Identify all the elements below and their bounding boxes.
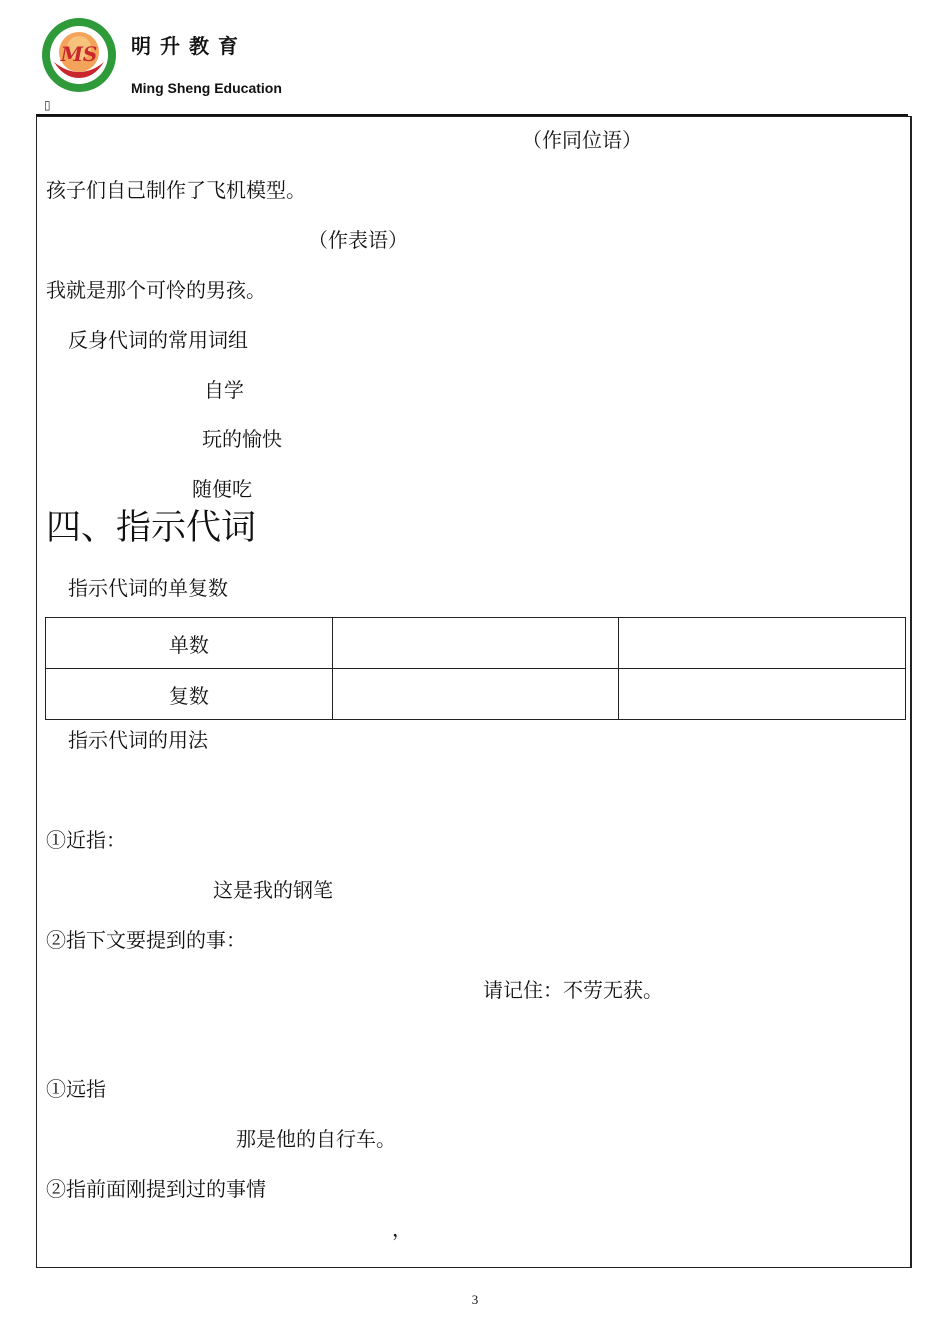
section-heading: 四、指示代词 <box>46 508 257 548</box>
far-ref-comma: ， <box>392 1217 412 1241</box>
reflexive-title: 反身代词的常用词组 <box>68 328 248 352</box>
phrase-1: 自学 <box>204 378 244 402</box>
line-appositive: （作同位语） <box>522 128 642 152</box>
ming-sheng-logo <box>40 16 118 94</box>
table-row <box>46 669 906 720</box>
near-ref-example: 请记住：不劳无获。 <box>483 978 663 1002</box>
header-mark: ▯ <box>44 98 51 112</box>
phrase-2: 玩的愉快 <box>202 427 282 451</box>
demonstrative-table <box>45 617 906 720</box>
phrase-3: 随便吃 <box>192 477 252 501</box>
line-predicative: （作表语） <box>308 228 408 252</box>
far-example: 那是他的自行车。 <box>236 1127 396 1151</box>
demo-usage-title: 指示代词的用法 <box>68 728 208 752</box>
near-label: ①近指： <box>46 828 126 852</box>
table-row <box>46 618 906 669</box>
line-model: 孩子们自己制作了飞机模型。 <box>46 178 306 202</box>
table-cell <box>332 618 619 669</box>
page-number: 3 <box>471 1292 479 1307</box>
brand-chinese-name: 明升教育 <box>131 34 247 58</box>
demo-number-title: 指示代词的单复数 <box>68 576 228 600</box>
line-boy: 我就是那个可怜的男孩。 <box>46 278 266 302</box>
brand-english-name: Ming Sheng Education <box>131 80 282 96</box>
near-example: 这是我的钢笔 <box>213 878 333 902</box>
far-ref-label: ②指前面刚提到过的事情 <box>46 1177 266 1201</box>
far-label: ①远指 <box>46 1077 106 1101</box>
table-cell <box>332 669 619 720</box>
table-cell <box>619 669 906 720</box>
near-ref-label: ②指下文要提到的事： <box>46 928 246 952</box>
logo-text: MS <box>60 42 98 66</box>
table-cell-label: 复数 <box>46 669 333 720</box>
table-cell-label: 单数 <box>46 618 333 669</box>
table-cell <box>619 618 906 669</box>
